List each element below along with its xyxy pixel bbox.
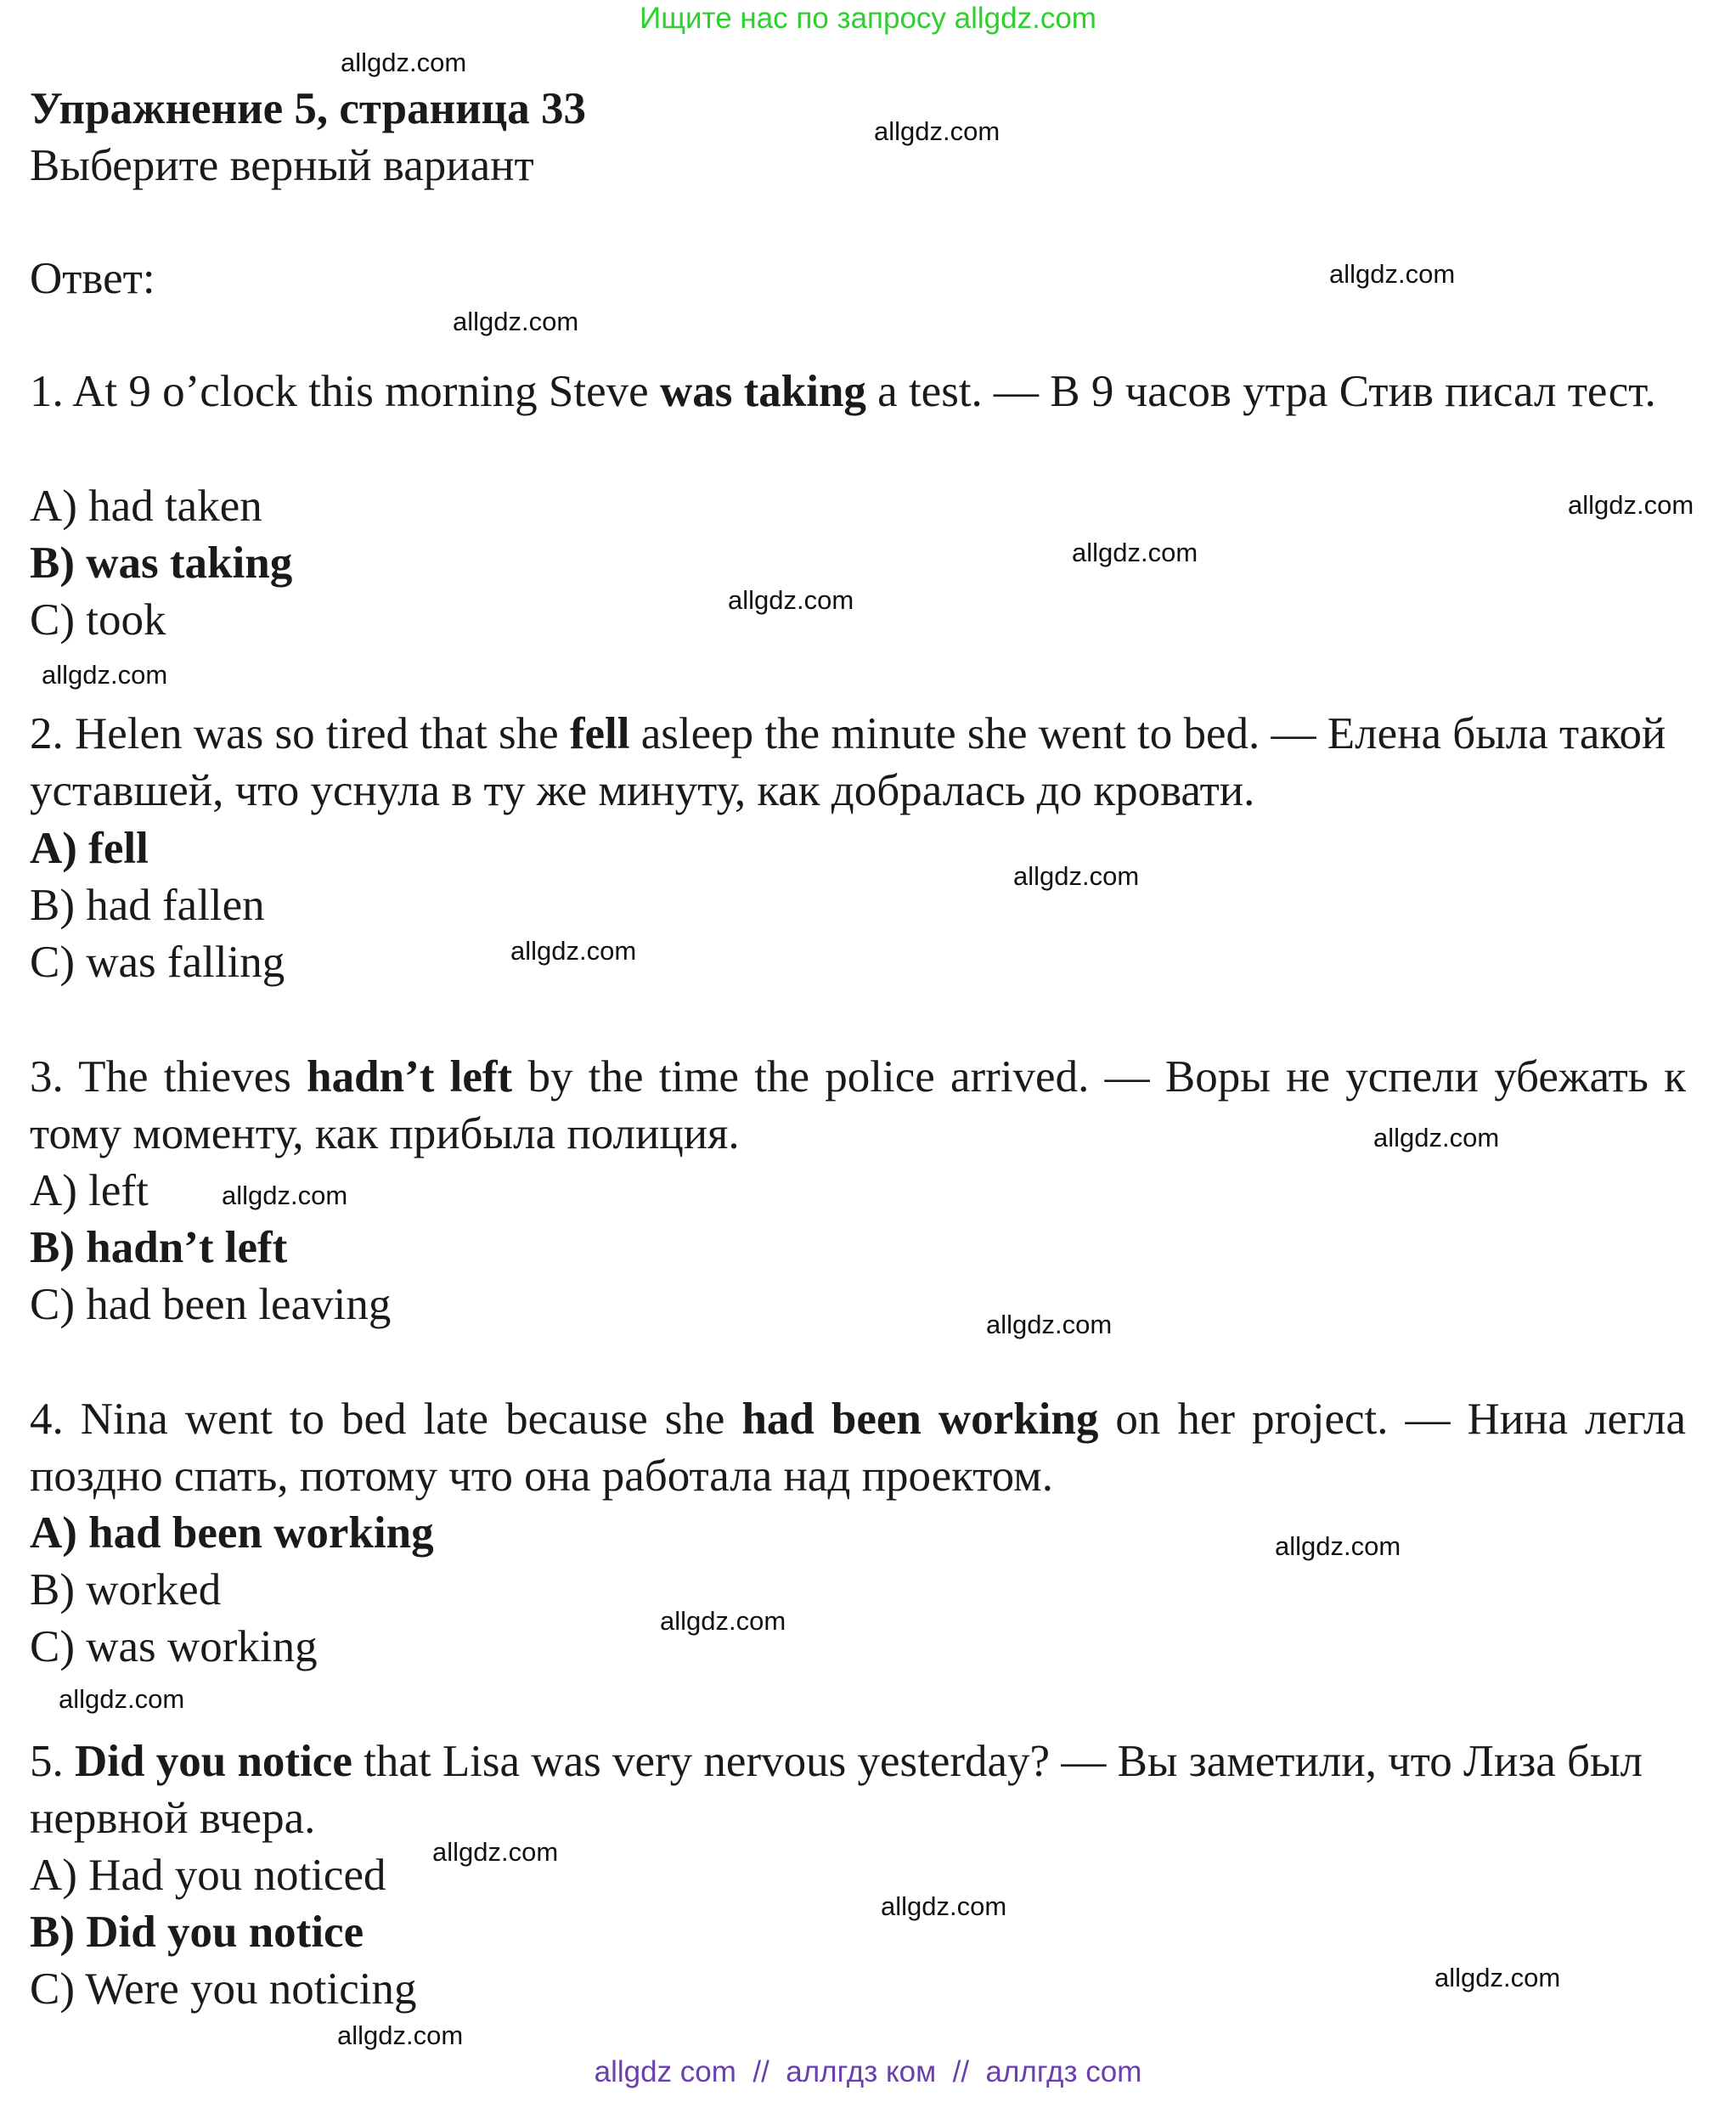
question-4-answer: had been working: [741, 1395, 1099, 1444]
question-5-option-c: C) Were you noticing: [30, 1964, 417, 2014]
watermark: allgdz.com: [510, 936, 637, 966]
watermark: allgdz.com: [59, 1684, 185, 1714]
watermark: allgdz.com: [1434, 1963, 1561, 1992]
top-banner: Ищите нас по запросу allgdz.com: [640, 2, 1096, 35]
watermark: allgdz.com: [1329, 259, 1456, 289]
question-1: 1. At 9 o’clock this morning Steve was taking a test. — В 9 часов утра Стив писал тест.: [30, 367, 1656, 416]
watermark: allgdz.com: [881, 1891, 1007, 1921]
question-1-option-b-correct: B) was taking: [30, 538, 293, 588]
page-title: Упражнение 5, страница 33: [30, 84, 586, 133]
page-subtitle: Выберите верный вариант: [30, 141, 534, 190]
question-2: 2. Helen was so tired that she fell asleep the minute she went to bed. — Елена была такой уставшей, что уснула в ту же минуту, как добралась до кровати.: [30, 709, 1666, 815]
watermark: allgdz.com: [222, 1181, 348, 1210]
watermark: allgdz.com: [42, 660, 168, 690]
question-5-option-a: A) Had you noticed: [30, 1851, 386, 1900]
watermark: allgdz.com: [341, 48, 467, 77]
watermark: allgdz.com: [1568, 490, 1694, 520]
question-4-option-a-correct: A) had been working: [30, 1508, 434, 1558]
question-3-answer: hadn’t left: [307, 1052, 513, 1102]
watermark: allgdz.com: [660, 1606, 786, 1636]
question-1-option-a: A) had taken: [30, 482, 262, 531]
watermark: allgdz.com: [337, 2020, 464, 2050]
watermark: allgdz.com: [432, 1837, 559, 1867]
question-5-option-b-correct: B) Did you notice: [30, 1908, 364, 1957]
question-3-option-a: A) left: [30, 1166, 149, 1215]
question-4: 4. Nina went to bed late because she had been working on her project. — Нина легла поздно спать, потому что она работала над проектом.: [30, 1395, 1686, 1501]
watermark: allgdz.com: [874, 116, 1000, 146]
watermark: allgdz.com: [453, 307, 579, 336]
question-2-option-b: B) had fallen: [30, 881, 265, 930]
watermark: allgdz.com: [1275, 1531, 1401, 1561]
question-1-option-c: C) took: [30, 595, 166, 645]
question-2-option-a-correct: A) fell: [30, 824, 149, 873]
question-4-option-b: B) worked: [30, 1565, 222, 1615]
question-5: 5. Did you notice that Lisa was very nervous yesterday? — Вы заметили, что Лиза был нервной вчера.: [30, 1737, 1643, 1843]
answer-label: Ответ:: [30, 254, 155, 303]
bottom-banner: allgdz com // аллгдз ком // аллгдз com: [594, 2055, 1142, 2088]
question-2-option-c: C) was falling: [30, 938, 285, 987]
watermark: allgdz.com: [1013, 861, 1140, 891]
question-1-answer: was taking: [659, 367, 866, 416]
question-3-option-b-correct: B) hadn’t left: [30, 1223, 288, 1272]
question-2-answer: fell: [569, 709, 630, 758]
watermark: allgdz.com: [1373, 1123, 1500, 1152]
question-3-option-c: C) had been leaving: [30, 1280, 392, 1329]
watermark: allgdz.com: [1072, 538, 1198, 567]
watermark: allgdz.com: [986, 1310, 1113, 1339]
question-5-answer: Did you notice: [75, 1737, 352, 1786]
question-3: 3. The thieves hadn’t left by the time the police arrived. — Воры не успели убежать к тому моменту, как прибыла полиция.: [30, 1052, 1686, 1158]
watermark: allgdz.com: [728, 585, 854, 615]
question-4-option-c: C) was working: [30, 1622, 318, 1671]
